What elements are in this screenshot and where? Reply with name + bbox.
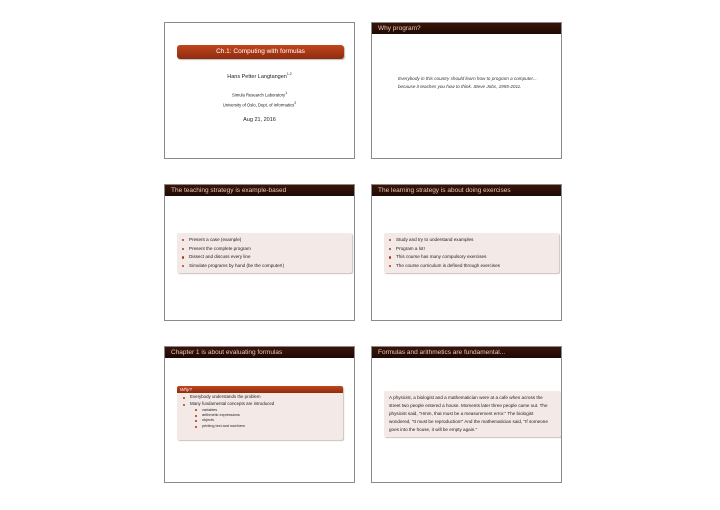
university-name: University of Oslo, Dept. of Informatics xyxy=(222,102,295,108)
teaching-list-block xyxy=(177,233,352,273)
list-item-text: This course has many compulsory exercises xyxy=(396,254,487,260)
list-item-text: The course curriculum is defined through exercises xyxy=(396,262,500,268)
lab-name: Simula Research Laboratory xyxy=(231,92,286,98)
presentation-title: Ch.1: Computing with formulas xyxy=(177,45,344,59)
list-item xyxy=(182,401,339,429)
affiliation-lab xyxy=(165,91,354,97)
bullet-icon xyxy=(195,426,197,428)
list-item xyxy=(181,245,347,254)
bullet-icon xyxy=(389,248,391,250)
sub-list-item-text: printing text and numbers xyxy=(202,423,245,428)
slide-header: The learning strategy is about doing exercises xyxy=(372,185,561,196)
bullet-icon xyxy=(182,239,184,241)
bullet-icon xyxy=(182,256,184,258)
list-item xyxy=(388,262,554,271)
bullet-icon xyxy=(389,256,391,258)
list-item xyxy=(181,262,347,271)
why-program-slide xyxy=(371,22,562,159)
joke-block xyxy=(384,391,561,437)
slide-header: Why program? xyxy=(372,23,561,34)
bullet-icon xyxy=(195,415,197,417)
list-item-text: Present a case (example) xyxy=(189,237,242,242)
formulas-slide xyxy=(371,346,562,483)
list-item-text: Many fundamental concepts are introduced xyxy=(190,400,275,406)
learning-list-block xyxy=(384,233,559,273)
steve-jobs-quote: Everybody in this country should learn how to program a computer... because it teaches you how to think. Steve Jobs, 1955-2011. xyxy=(398,76,537,89)
list-item-text: Present the complete program xyxy=(189,245,251,251)
list-item xyxy=(182,394,339,401)
bullet-icon xyxy=(195,409,197,411)
list-item-text: Study and try to understand examples xyxy=(396,237,474,242)
joke-text: A physicist, a biologist and a mathematician were at a cafe when across the street two people entered a house. Moments later three people came out. The physicist said, "Hmm, that must be a measurement error." The biologist wondered, "It must be reproduction!" And the mathematician said, "If someone goes into the house, it will be empty again." xyxy=(389,395,548,432)
slide-header: The teaching strategy is example-based xyxy=(165,185,354,196)
bullet-icon xyxy=(389,239,391,241)
block-title: Why? xyxy=(177,386,343,393)
bullet-icon xyxy=(182,248,184,250)
list-item-text: Dissect and discuss every line xyxy=(189,254,251,260)
why-block xyxy=(177,386,343,440)
list-item-text: Simulate programs by hand (be the computer!) xyxy=(189,262,284,268)
bullet-icon xyxy=(182,265,184,267)
chapter-one-slide xyxy=(164,346,355,483)
lab-mark: 1 xyxy=(285,91,288,95)
author-line xyxy=(165,72,354,80)
sub-list-item-text: variables xyxy=(202,407,218,412)
sub-list xyxy=(190,408,339,430)
list-item xyxy=(181,236,347,245)
list-item-text: Program a lot! xyxy=(396,245,425,251)
sub-list-item xyxy=(194,424,339,429)
author-affiliation-marks: 1,2 xyxy=(286,72,292,76)
sub-list-item-text: arithmetic expressions xyxy=(202,413,240,417)
presentation-date: Aug 21, 2016 xyxy=(243,117,276,123)
list-item xyxy=(388,245,554,254)
list-item xyxy=(388,253,554,262)
learning-strategy-slide xyxy=(371,184,562,321)
sub-list-item-text: objects xyxy=(202,418,215,423)
bullet-icon xyxy=(195,420,197,422)
slide-header: Formulas and arithmetics are fundamental... xyxy=(372,347,561,358)
bullet-icon xyxy=(183,404,185,406)
list-item-text: Everybody understands the problem xyxy=(190,394,261,399)
bullet-icon xyxy=(389,265,391,267)
author-name: Hans Petter Langtangen xyxy=(227,73,287,80)
list-item xyxy=(181,253,347,262)
slide-header: Chapter 1 is about evaluating formulas xyxy=(165,347,354,358)
university-mark: 2 xyxy=(294,101,297,105)
affiliation-university xyxy=(165,101,354,107)
teaching-strategy-slide xyxy=(164,184,355,321)
list-item xyxy=(388,236,554,245)
bullet-icon xyxy=(183,397,185,399)
title-slide xyxy=(164,22,355,159)
